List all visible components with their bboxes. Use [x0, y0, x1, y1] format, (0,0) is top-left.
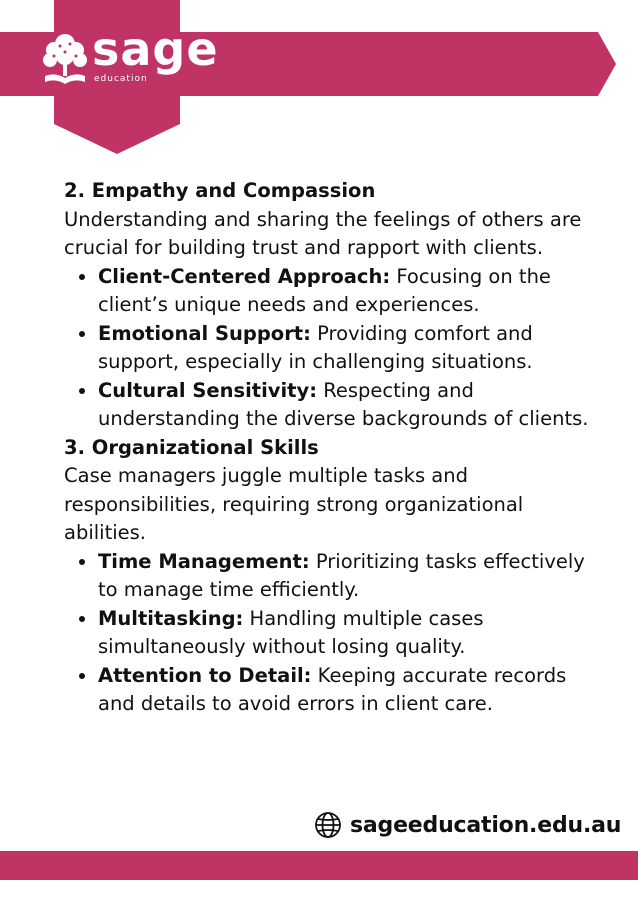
- tree-book-icon: [40, 30, 90, 90]
- globe-icon: [314, 811, 342, 839]
- section-intro: Understanding and sharing the feelings of others are crucial for building trust and rapport with clients.: [64, 207, 582, 259]
- list-item-term: Multitasking:: [98, 606, 244, 630]
- section-organizational: [64, 434, 594, 719]
- bullet-list: [64, 548, 594, 719]
- list-item: [98, 263, 594, 320]
- section-intro: Case managers juggle multiple tasks and responsibilities, requiring strong organizational abilities.: [64, 464, 524, 544]
- list-item-text: Prioritizing tasks effectively to manage time efficiently.: [98, 549, 585, 601]
- list-item-text: Providing comfort and support, especially in challenging situations.: [98, 321, 533, 373]
- footer-website[interactable]: [314, 808, 621, 842]
- list-item: [98, 320, 594, 377]
- list-item: [98, 605, 594, 662]
- brand-logo[interactable]: [40, 22, 219, 96]
- list-item-term: Client-Centered Approach:: [98, 264, 391, 288]
- section-heading: 3. Organizational Skills: [64, 435, 319, 459]
- list-item-term: Attention to Detail:: [98, 663, 312, 687]
- bullet-list: [64, 263, 594, 434]
- list-item-text: Keeping accurate records and details to avoid errors in client care.: [98, 663, 567, 715]
- list-item-text: Handling multiple cases simultaneously without losing quality.: [98, 606, 484, 658]
- article-body: [64, 177, 594, 719]
- list-item-term: Cultural Sensitivity:: [98, 378, 318, 402]
- list-item: [98, 548, 594, 605]
- brand-subtitle: education: [94, 74, 148, 84]
- list-item-term: Time Management:: [98, 549, 310, 573]
- list-item-term: Emotional Support:: [98, 321, 311, 345]
- footer-bar: [0, 851, 638, 880]
- list-item: [98, 377, 594, 434]
- website-link[interactable]: sageeducation.edu.au: [350, 812, 622, 838]
- brand-name: sage: [92, 22, 219, 76]
- list-item-text: Focusing on the client’s unique needs and experiences.: [98, 264, 551, 316]
- section-empathy: [64, 177, 594, 434]
- section-heading: 2. Empathy and Compassion: [64, 179, 376, 202]
- list-item: [98, 662, 594, 719]
- list-item-text: Respecting and understanding the diverse backgrounds of clients.: [98, 378, 589, 430]
